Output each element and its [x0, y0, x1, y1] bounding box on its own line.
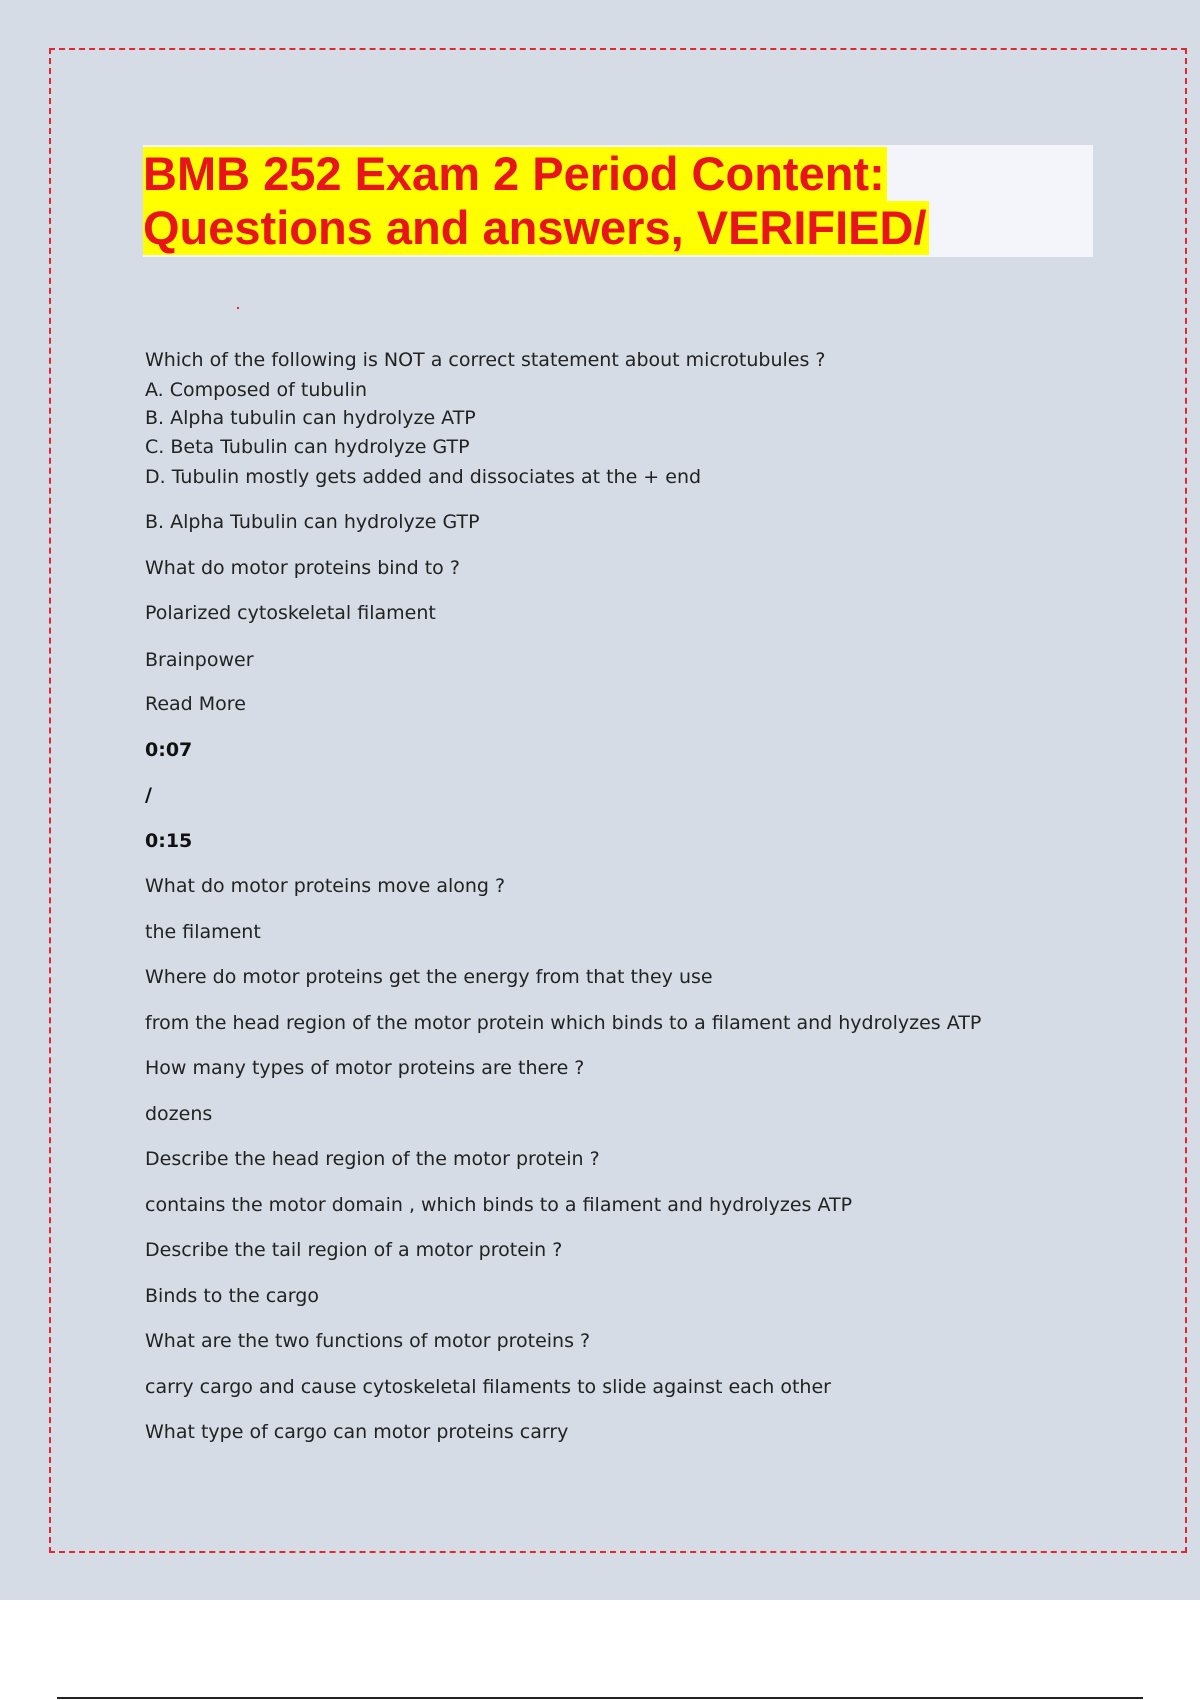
- stray-mark: [237, 307, 239, 309]
- question-bind: What do motor proteins bind to ?: [145, 557, 460, 579]
- answer-move: the filament: [145, 921, 261, 943]
- question-energy: Where do motor proteins get the energy from that they use: [145, 966, 713, 988]
- question-microtubules: Which of the following is NOT a correct statement about microtubules ?: [145, 349, 826, 371]
- time-total: 0:15: [145, 830, 193, 852]
- answer-energy: from the head region of the motor protein which binds to a filament and hydrolyzes ATP: [145, 1012, 982, 1034]
- answer-types: dozens: [145, 1103, 213, 1125]
- answer-bind: Polarized cytoskeletal filament: [145, 602, 436, 624]
- document-title: [143, 147, 929, 255]
- question-tail: Describe the tail region of a motor protein ?: [145, 1239, 563, 1261]
- title-line-1: BMB 252 Exam 2 Period Content:: [143, 147, 885, 200]
- answer-head: contains the motor domain , which binds to a filament and hydrolyzes ATP: [145, 1194, 853, 1216]
- question-cargo: What type of cargo can motor proteins carry: [145, 1421, 569, 1443]
- answer-tail: Binds to the cargo: [145, 1285, 319, 1307]
- option-d: D. Tubulin mostly gets added and dissociates at the + end: [145, 466, 702, 488]
- read-more-text: Read More: [145, 693, 246, 715]
- page-border: [49, 48, 1187, 1553]
- option-c: C. Beta Tubulin can hydrolyze GTP: [145, 436, 470, 458]
- brainpower-text: Brainpower: [145, 649, 254, 671]
- time-current: 0:07: [145, 739, 193, 761]
- answer-functions: carry cargo and cause cytoskeletal filaments to slide against each other: [145, 1376, 831, 1398]
- time-separator: /: [145, 784, 152, 806]
- answer-microtubules: B. Alpha Tubulin can hydrolyze GTP: [145, 511, 480, 533]
- question-types: How many types of motor proteins are there ?: [145, 1057, 585, 1079]
- option-a: A. Composed of tubulin: [145, 379, 368, 401]
- question-move: What do motor proteins move along ?: [145, 875, 506, 897]
- title-line-2: Questions and answers, VERIFIED/: [143, 201, 927, 254]
- question-head: Describe the head region of the motor protein ?: [145, 1148, 600, 1170]
- option-b: B. Alpha tubulin can hydrolyze ATP: [145, 407, 476, 429]
- question-functions: What are the two functions of motor proteins ?: [145, 1330, 591, 1352]
- footer-rule: [57, 1697, 1143, 1699]
